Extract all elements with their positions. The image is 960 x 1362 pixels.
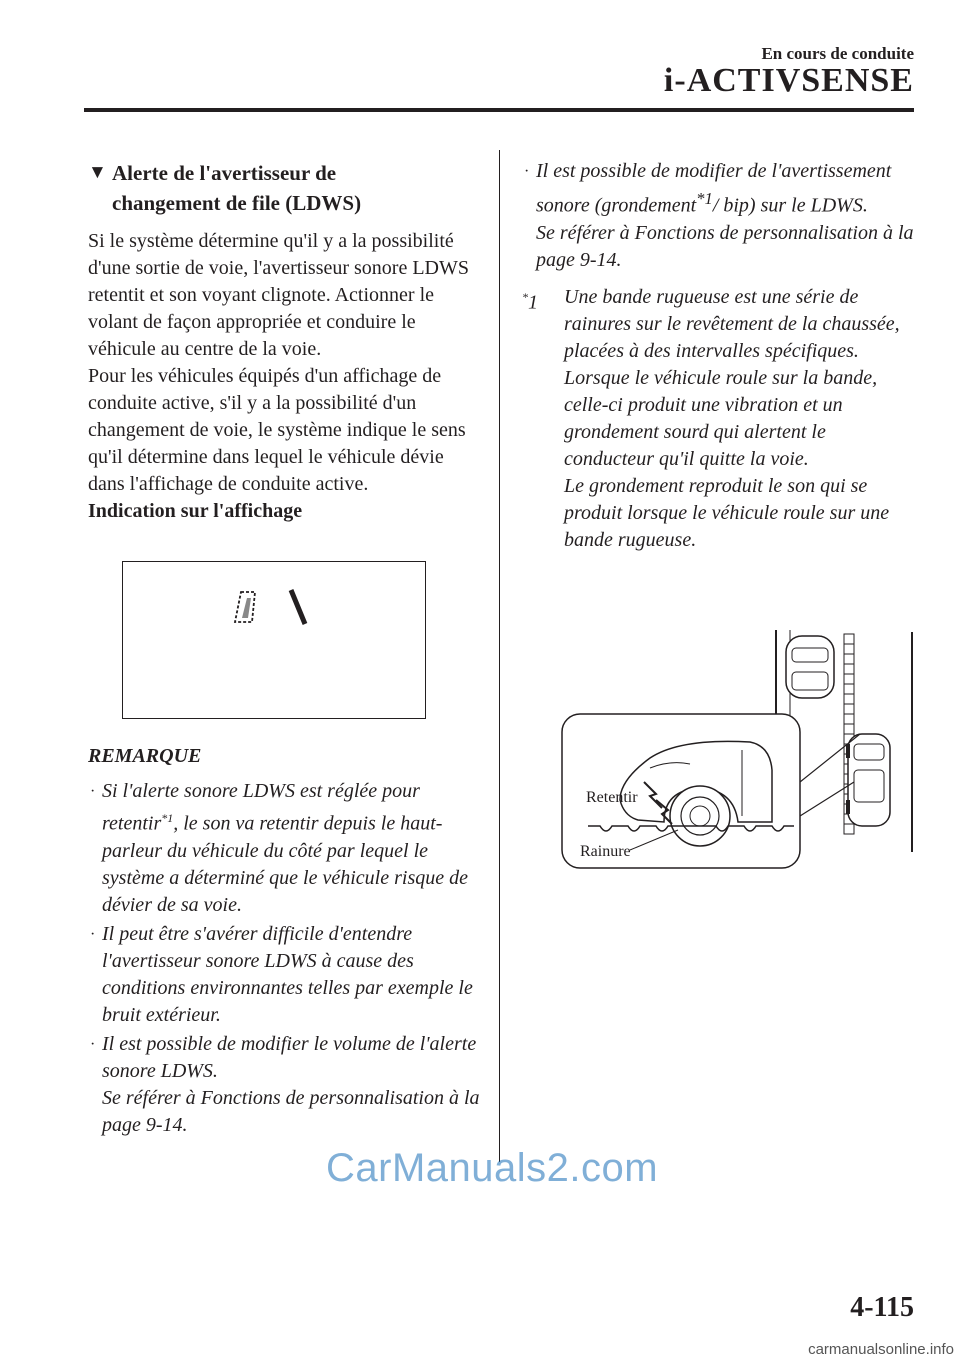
label-sound: Retentir bbox=[586, 789, 638, 806]
section-title-line1: Alerte de l'avertisseur de bbox=[112, 161, 337, 185]
rumble-strip-illustration bbox=[560, 630, 920, 870]
triangle-bullet-icon: ▼ bbox=[88, 162, 107, 183]
footnote-ref: *1 bbox=[161, 811, 174, 825]
section-title-line2: changement de file (LDWS) bbox=[112, 191, 362, 215]
car-drifting-icon bbox=[846, 734, 890, 826]
body-paragraph-1: Si le système détermine qu'il y a la possibilité d'une sortie de voie, l'avertisseur sonore LDWS retentit et son voyant clignote. Actionner le volant de façon appropriée et conduire le véhicule au centre de la voie. bbox=[88, 230, 469, 360]
page-number: 4-115 bbox=[850, 1292, 914, 1323]
header-rule bbox=[84, 108, 914, 112]
note-item bbox=[522, 158, 918, 274]
right-column bbox=[522, 158, 918, 554]
note-item bbox=[88, 921, 480, 1029]
note-text: Si l'alerte sonore LDWS est réglée pour retentir bbox=[102, 780, 420, 835]
note-item bbox=[88, 1031, 480, 1139]
rumble-strip-figure bbox=[560, 630, 920, 870]
running-header-section: En cours de conduite bbox=[761, 44, 914, 63]
footnote-number: 1 bbox=[528, 291, 538, 314]
label-groove: Rainure bbox=[580, 843, 631, 860]
running-header-chapter: i-ACTIVSENSE bbox=[663, 62, 914, 99]
footnote bbox=[522, 284, 918, 554]
bullet-dot-icon: · bbox=[90, 925, 96, 943]
footnote-text: Une bande rugueuse est une série de rainures sur le revêtement de la chaussée, placées à des intervalles spécifiques. Lorsque le véhicule roule sur la bande, celle-ci produit une vibration et un grondement sourd qui alertent le conducteur qu'il quitte la voie. Le grondement reproduit le son qui se produit lorsque le véhicule roule sur une bande rugueuse. bbox=[564, 285, 900, 551]
note-text: Il peut être s'avérer difficile d'entendre l'avertisseur sonore LDWS à cause des conditions environnantes telles par exemple le bruit extérieur. bbox=[102, 922, 473, 1026]
watermark-carmanuals: CarManuals2.com bbox=[326, 1146, 659, 1190]
note-item bbox=[88, 778, 480, 919]
lane-departure-icon bbox=[123, 562, 425, 718]
note-title: REMARQUE bbox=[88, 745, 202, 767]
body-paragraph-2: Pour les véhicules équipés d'un affichage de conduite active, s'il y a la possibilité d'un changement de voie, le système indique le sens qu'il détermine dans lequel le véhicule dévie dans l'affichage de conduite active. bbox=[88, 365, 466, 495]
note-text: Il est possible de modifier de l'avertissement sonore (grondement bbox=[536, 160, 892, 217]
bullet-dot-icon: · bbox=[524, 163, 530, 180]
footnote-asterisk: * bbox=[522, 289, 528, 304]
note-list bbox=[88, 778, 480, 1139]
left-column bbox=[88, 158, 480, 1141]
bullet-dot-icon: · bbox=[90, 1035, 96, 1053]
footer-watermark: carmanualsonline.info bbox=[808, 1341, 954, 1358]
column-divider bbox=[499, 150, 500, 1162]
note-text: Il est possible de modifier le volume de l'alerte sonore LDWS. Se référer à Fonctions de personnalisation à la page 9-14. bbox=[102, 1032, 480, 1136]
note-text: , le son va retentir depuis le haut-parleur du véhicule du côté par lequel le système a déterminé que le véhicule risque de dévier de sa voie. bbox=[102, 812, 468, 916]
note-text: / bip) sur le LDWS. Se référer à Fonctions de personnalisation à la page 9-14. bbox=[536, 194, 914, 271]
car-top-view-icon bbox=[786, 636, 834, 698]
display-heading: Indication sur l'affichage bbox=[88, 500, 303, 522]
section-title bbox=[88, 158, 480, 218]
footnote-mark bbox=[522, 284, 564, 554]
footnote-ref: *1 bbox=[696, 189, 713, 208]
bullet-dot-icon: · bbox=[90, 783, 96, 800]
active-driving-display-figure bbox=[122, 561, 426, 719]
